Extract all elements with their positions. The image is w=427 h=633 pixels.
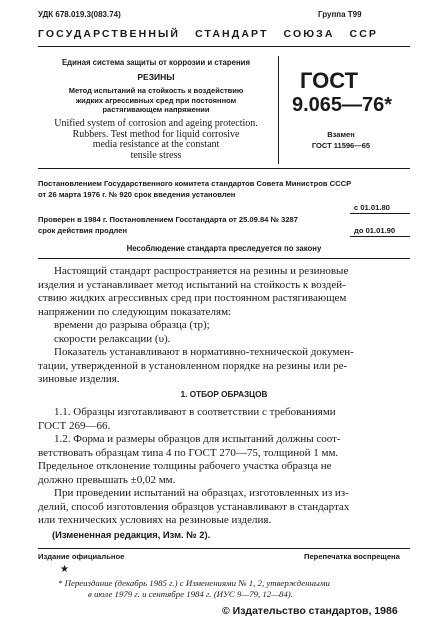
resolution-line3: Проверен в 1984 г. Постановлением Госстандарта от 25.09.84 № 3287 bbox=[38, 215, 298, 224]
clause-1-2: 1.2. Форма и размеры образцов для испытаний должны соот- bbox=[54, 433, 341, 445]
indicator-relaxation-rate: скорости релаксации (υ). bbox=[54, 332, 171, 345]
reprint-prohibited: Перепечатка воспрещена bbox=[304, 552, 400, 561]
state-standard-banner: ГОСУДАРСТВЕННЫЙ СТАНДАРТ СОЮЗА ССР bbox=[38, 28, 379, 40]
title-en: Unified system of corrosion and ageing protection. Rubbers. Test method for liquid corrosive media resistance at the constant tensile stress bbox=[54, 118, 258, 161]
reissue-note: * Переиздание (декабрь 1985 г.) с Изменениями № 1, 2, утвержденными в июле 1979 г. и сентябре 1984 г. (ИУС 9—79, 12—84). bbox=[58, 578, 330, 599]
subject: РЕЗИНЫ bbox=[137, 72, 175, 82]
effective-date-rule bbox=[350, 213, 410, 214]
star-mark: ★ bbox=[60, 564, 69, 575]
effective-date: с 01.01.80 bbox=[354, 203, 390, 212]
resolution-line2: от 26 марта 1976 г. № 920 срок введения установлен bbox=[38, 190, 236, 199]
replaces-label: Взамен bbox=[327, 130, 355, 139]
clause-1-3: При проведении испытаний на образцах, изготовленных из из- bbox=[54, 487, 349, 499]
amendment-note: (Измененная редакция, Изм. № 2). bbox=[52, 528, 211, 540]
resolution-rule bbox=[38, 258, 410, 259]
legal-warning: Несоблюдение стандарта преследуется по закону bbox=[126, 244, 322, 253]
extension-date-rule bbox=[350, 236, 410, 237]
indicator-rupture-time: времени до разрыва образца (τр); bbox=[54, 319, 210, 331]
official-edition: Издание официальное bbox=[38, 552, 125, 561]
title-divider bbox=[278, 56, 279, 164]
title-rule bbox=[38, 168, 410, 169]
group-code: Группа Т99 bbox=[318, 10, 362, 19]
extension-date: до 01.01.90 bbox=[354, 226, 396, 235]
replaces-value: ГОСТ 11596—65 bbox=[311, 141, 371, 150]
udk-code: УДК 678.019.3(083.74) bbox=[38, 10, 121, 19]
gost-number: 9.065—76* bbox=[292, 94, 393, 116]
system-name: Единая система защиты от коррозии и старения bbox=[61, 58, 251, 67]
clause-1-1: 1.1. Образцы изготавливают в соответствии с требованиями bbox=[54, 406, 336, 418]
footer-rule bbox=[38, 548, 410, 549]
section-1-body: 1.1. Образцы изготавливают в соответствии с требованиями ГОСТ 269—66. 1.2. Форма и размеры образцов для испытаний должны соот- ветствовать образцам типа 4 по ГОСТ 270—75, толщиной 1 мм. Предельное отклонение толщины рабочего участка образца не должно превышать ±0,02 мм. При проведении испытаний на образцах, изготовленных из из- делий, способ изготовления образцов устанавливают в стандартах или технических условиях на резиновые изделия. (Измененная редакция, Изм. № 2). bbox=[38, 406, 410, 541]
resolution-line1: Постановлением Государственного комитета стандартов Совета Министров СССР bbox=[38, 179, 352, 188]
gost-label: ГОСТ bbox=[300, 68, 359, 93]
intro-paragraph: Настоящий стандарт распространяется на резины и резиновые изделия и устанавливает метод испытаний на стойкость к воздей- ствию жидких агрессивных сред при постоянном растягивающем напряжении по следующим показателям: времени до разрыва образца (τр); скорости релаксации (υ). Показатель устанавливают в нормативно-технической докумен- тации, утвержденной в установленном порядке на резины или ре- зиновые изделия. bbox=[38, 265, 410, 387]
title-ru: Метод испытаний на стойкость к воздействию жидких агрессивных сред при постоянном растягивающем напряжении bbox=[68, 86, 244, 114]
header-rule bbox=[38, 46, 410, 47]
section-1-title: 1. ОТБОР ОБРАЗЦОВ bbox=[180, 390, 268, 399]
resolution-line4: срок действия продлен bbox=[38, 226, 128, 235]
copyright: © Издательство стандартов, 1986 bbox=[222, 605, 398, 617]
